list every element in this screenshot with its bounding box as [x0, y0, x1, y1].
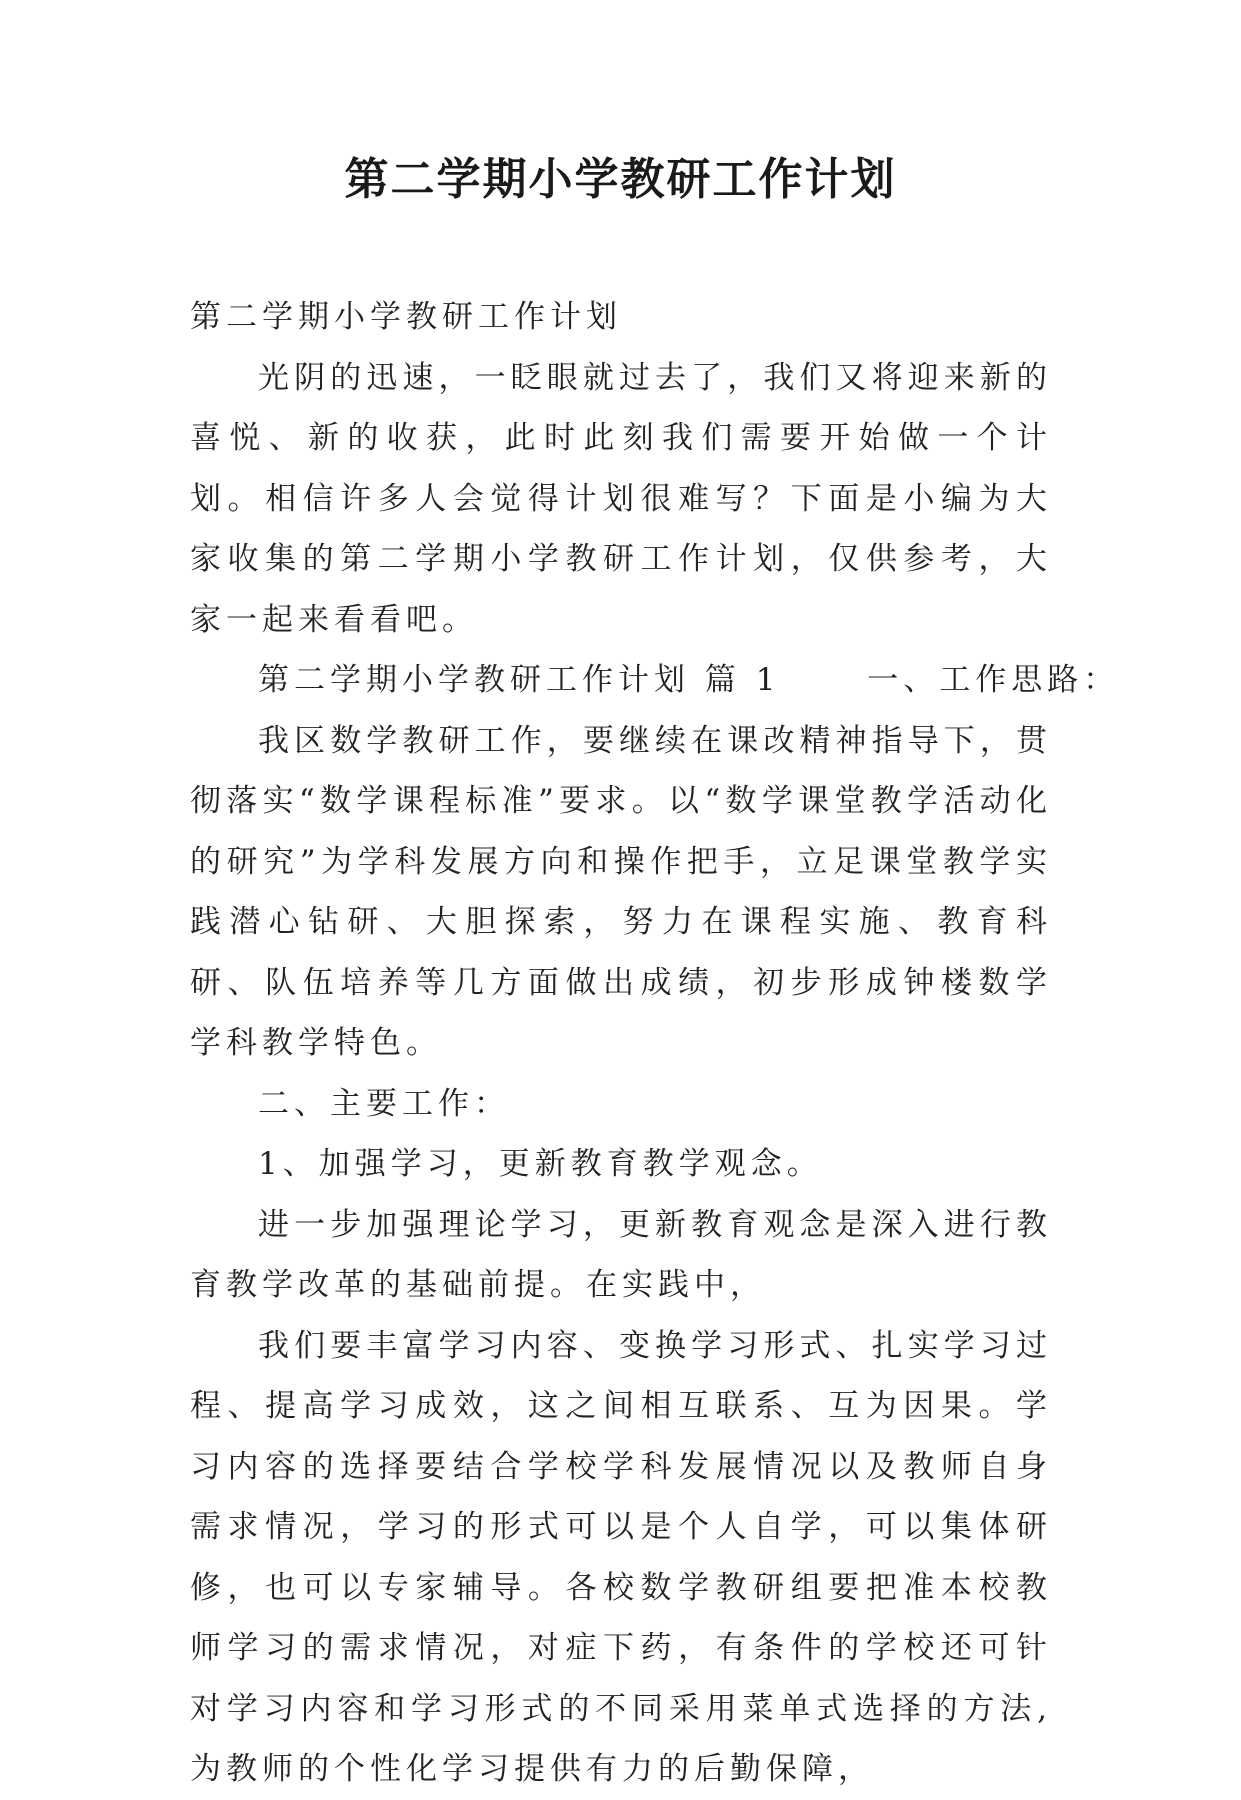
study-paragraph-2: 我们要丰富学习内容、变换学习形式、扎实学习过程、提高学习成效，这之间相互联系、互为因果。学习内容的选择要结合学校学科发展情况以及教师自身需求情况，学习的形式可以是个人自学，可以集体研修，也可以专家辅导。各校数学教研组要把准本校教师学习的需求情况，对症下药，有条件的学校还可针对学习内容和学习形式的不同采用菜单式选择的方法,为教师的个性化学习提供有力的后勤保障， [190, 1327, 1052, 1787]
intro-paragraph: 光阴的迅速，一眨眼就过去了，我们又将迎来新的喜悦、新的收获，此时此刻我们需要开始做一个计划。相信许多人会觉得计划很难写？下面是小编为大家收集的第二学期小学教研工作计划，仅供参考，大家一起来看看吧。 [190, 359, 1052, 638]
body-subtitle: 第二学期小学教研工作计划 [190, 299, 622, 335]
document-title: 第二学期小学教研工作计划 [344, 154, 897, 205]
section-heading-main-work: 二、主要工作： [258, 1085, 510, 1122]
document-body [190, 287, 1120, 1800]
item-heading-study: 1、加强学习，更新教育教学观念。 [258, 1146, 823, 1182]
study-paragraph-1: 进一步加强理论学习，更新教育观念是深入进行教育教学改革的基础前提。在实践中， [190, 1206, 1052, 1303]
work-ideas-paragraph: 我区数学教研工作，要继续在课改精神指导下，贯彻落实“数学课程标准”要求。以“数学课堂教学活动化的研究”为学科发展方向和操作把手，立足课堂教学实践潜心钻研、大胆探索，努力在课程实施、教育科研、队伍培养等几方面做出成绩，初步形成钟楼数学学科教学特色。 [190, 722, 1052, 1061]
section-heading-work-ideas: 第二学期小学教研工作计划 篇 1 一、工作思路： [258, 662, 1120, 698]
